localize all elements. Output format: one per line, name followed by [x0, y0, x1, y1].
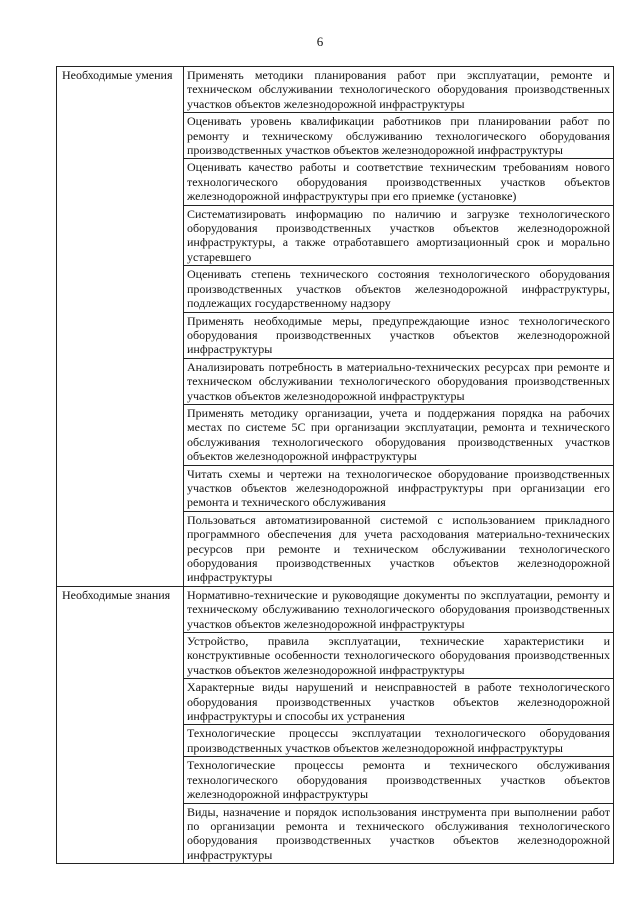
knowledge-item: Виды, назначение и порядок использования инструмента при выполнении работ по организации ремонта и технического обслуживания технологического оборудования производственных участков объектов железнодорожной инфраструктуры	[184, 803, 614, 864]
skill-item: Оценивать степень технического состояния технологического оборудования производственных участков объектов железнодорожной инфраструктуры, подлежащих государственному надзору	[184, 266, 614, 312]
page-number: 6	[316, 34, 324, 49]
category-label-knowledge: Необходимые знания	[57, 586, 184, 863]
knowledge-item: Устройство, правила эксплуатации, технические характеристики и конструктивные особенности технологического оборудования производственных участков объектов железнодорожной инфраструктуры	[184, 633, 614, 679]
skill-item: Анализировать потребность в материально-технических ресурсах при ремонте и техническом обслуживании технологического оборудования производственных участков объектов железнодорожной инфраструктуры	[184, 358, 614, 404]
skill-item: Применять необходимые меры, предупреждающие износ технологического оборудования производственных участков объектов железнодорожной инфраструктуры	[184, 312, 614, 358]
skill-item: Применять методику организации, учета и поддержания порядка на рабочих местах по системе 5С при организации эксплуатации, ремонта и технического обслуживания технологического оборудования производственных участков объектов железнодорожной инфраструктуры	[184, 404, 614, 465]
skill-item: Читать схемы и чертежи на технологическое оборудование производственных участков объектов железнодорожной инфраструктуры при организации его ремонта и технического обслуживания	[184, 465, 614, 511]
knowledge-item: Нормативно-технические и руководящие документы по эксплуатации, ремонту и техническому обслуживанию технологического оборудования производственных участков объектов железнодорожной инфраструктуры	[184, 586, 614, 632]
requirements-table	[56, 66, 614, 864]
knowledge-item: Характерные виды нарушений и неисправностей в работе технологического оборудования производственных участков объектов железнодорожной инфраструктуры и способы их устранения	[184, 679, 614, 725]
skill-item: Систематизировать информацию по наличию и загрузке технологического оборудования производственных участков объектов железнодорожной инфраструктуры, а также отработавшего амортизационный срок и морально устаревшего	[184, 205, 614, 266]
skill-item: Применять методики планирования работ при эксплуатации, ремонте и техническом обслуживании технологического оборудования производственных участков объектов железнодорожной инфраструктуры	[184, 67, 614, 113]
skill-item: Оценивать уровень квалификации работников при планировании работ по ремонту и техническому обслуживанию технологического оборудования производственных участков объектов железнодорожной инфраструктуры	[184, 113, 614, 159]
table-row	[57, 586, 614, 632]
skill-item: Пользоваться автоматизированной системой с использованием прикладного программного обеспечения для учета расходования материально-технических ресурсов при ремонте и техническом обслуживании технологического оборудования производственных участков объектов железнодорожной инфраструктуры	[184, 511, 614, 586]
knowledge-item: Технологические процессы ремонта и технического обслуживания технологического оборудования производственных участков объектов железнодорожной инфраструктуры	[184, 757, 614, 803]
skill-item: Оценивать качество работы и соответствие техническим требованиям нового технологического оборудования производственных участков объектов железнодорожной инфраструктуры при его приемке (установке)	[184, 159, 614, 205]
category-label-skills: Необходимые умения	[57, 67, 184, 587]
table-row	[57, 67, 614, 113]
knowledge-item: Технологические процессы эксплуатации технологического оборудования производственных участков объектов железнодорожной инфраструктуры	[184, 725, 614, 757]
